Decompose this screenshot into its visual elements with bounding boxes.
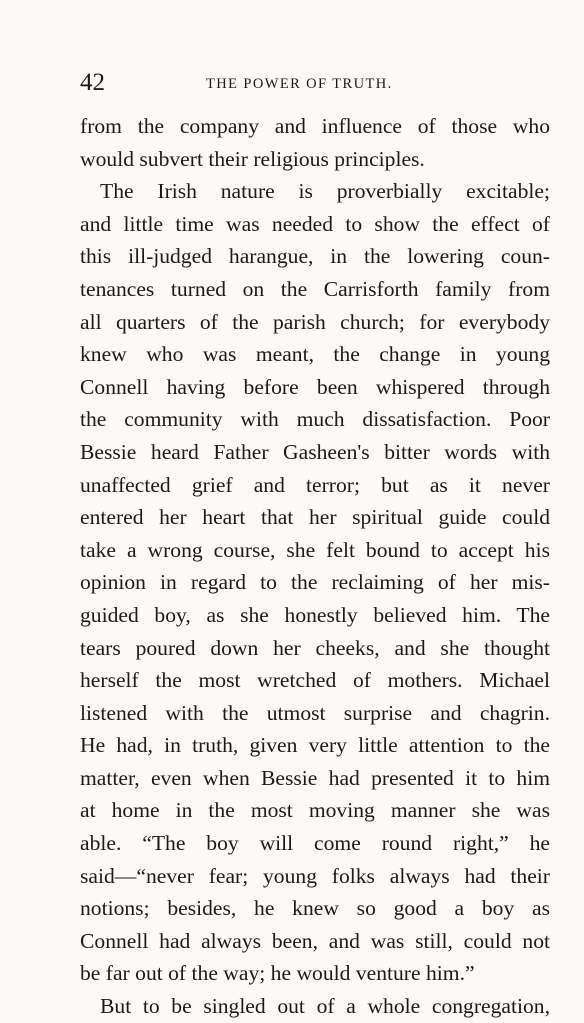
text-line: He had, in truth, given very little attention to the <box>80 733 550 758</box>
text-line: at home in the most moving manner she was <box>80 798 550 823</box>
text-line: said—“never fear; young folks always had their <box>80 863 550 888</box>
text-line: matter, even when Bessie had presented it to him <box>80 765 550 790</box>
paragraph-first-line: The Irish nature is proverbially excitable; <box>100 179 550 204</box>
text-line: be far out of the way; he would venture him.” <box>80 961 475 986</box>
text-line: able. “The boy will come round right,” he <box>80 831 550 856</box>
text-line: would subvert their religious principles. <box>80 146 425 171</box>
text-line: Connell had always been, and was still, could not <box>80 928 550 953</box>
text-line: Bessie heard Father Gasheen's bitter words with <box>80 439 550 464</box>
running-title: THE POWER OF TRUTH. <box>206 76 393 92</box>
text-line: notions; besides, he knew so good a boy as <box>80 896 550 921</box>
text-line: herself the most wretched of mothers. Michael <box>80 668 550 693</box>
page-header <box>80 68 550 100</box>
page-number: 42 <box>80 69 105 96</box>
text-line: listened with the utmost surprise and chagrin. <box>80 700 550 725</box>
text-line: from the company and influence of those who <box>80 114 550 138</box>
text-line: guided boy, as she honestly believed him. The <box>80 602 550 627</box>
text-line: knew who was meant, the change in young <box>80 342 550 367</box>
text-line: the community with much dissatisfaction. Poor <box>80 407 550 432</box>
text-line: opinion in regard to the reclaiming of her mis- <box>80 570 550 595</box>
text-line: tenances turned on the Carrisforth family from <box>80 276 550 301</box>
text-line: take a wrong course, she felt bound to accept his <box>80 537 550 562</box>
text-line: this ill-judged harangue, in the lowering coun- <box>80 244 550 269</box>
paragraph-first-line: But to be singled out of a whole congregation, <box>100 994 550 1019</box>
text-line: all quarters of the parish church; for everybody <box>80 309 550 334</box>
text-line: entered her heart that her spiritual guide could <box>80 505 550 530</box>
text-line: tears poured down her cheeks, and she thought <box>80 635 550 660</box>
text-line: Connell having before been whispered through <box>80 374 550 399</box>
body-text <box>80 110 550 1023</box>
text-line: and little time was needed to show the effect of <box>80 211 550 236</box>
text-line: unaffected grief and terror; but as it never <box>80 472 550 497</box>
